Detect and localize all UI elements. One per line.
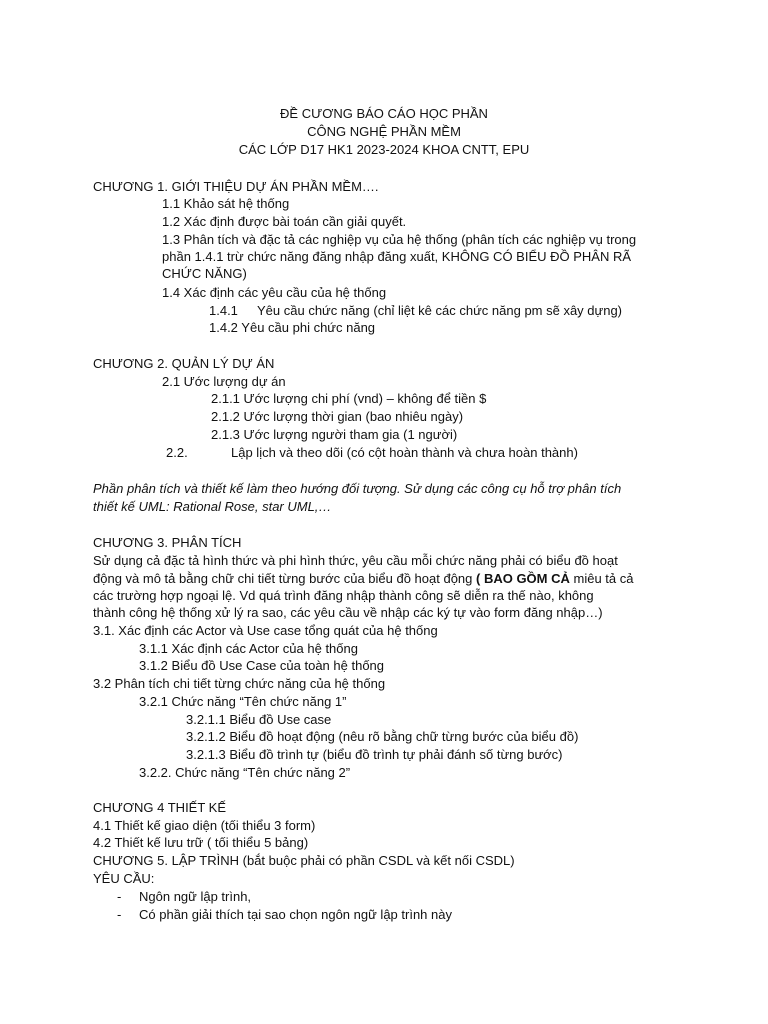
doc-title-line-3: CÁC LỚP D17 HK1 2023-2024 KHOA CNTT, EPU [238,142,530,157]
section-1-2: 1.2 Xác định được bài toán cần giải quyết. [162,214,407,229]
section-1-3-line-1: 1.3 Phân tích và đặc tả các nghiệp vụ của hệ thống (phân tích các nghiệp vụ trong [162,232,637,247]
section-1-3-line-2: phần 1.4.1 trừ chức năng đăng nhập đăng xuất, KHÔNG CÓ BIỂU ĐỒ PHÂN RÃ [162,249,632,264]
section-1-4-1-text: Yêu cầu chức năng (chỉ liệt kê các chức năng pm sẽ xây dựng) [257,303,623,318]
section-4-1: 4.1 Thiết kế giao diện (tối thiểu 3 form) [93,818,316,833]
doc-title-line-2: CÔNG NGHỆ PHẦN MỀM [307,124,461,139]
chapter-4-heading: CHƯƠNG 4 THIẾT KẾ [93,800,227,815]
method-note-line-1: Phần phân tích và thiết kế làm theo hướng đối tượng. Sử dụng các công cụ hỗ trợ phân tích [93,481,622,496]
section-3-2-2: 3.2.2. Chức năng “Tên chức năng 2” [139,765,351,780]
chapter-3-para-line-1: Sử dụng cả đặc tả hình thức và phi hình thức, yêu cầu mỗi chức năng phải có biểu đồ hoạt [93,553,618,568]
section-3-1: 3.1. Xác định các Actor và Use case tổng quát của hệ thống [93,623,438,638]
section-3-2-1-2: 3.2.1.2 Biểu đồ hoạt động (nêu rõ bằng chữ từng bước của biểu đồ) [186,729,579,744]
chapter-5-heading: CHƯƠNG 5. LẬP TRÌNH (bắt buộc phải có phần CSDL và kết nối CSDL) [93,853,515,868]
section-3-1-1: 3.1.1 Xác định các Actor của hệ thống [139,641,358,656]
para-bold-text: ( BAO GỒM CẢ [476,571,570,586]
chapter-3-para-line-4: thành công hệ thống xử lý ra sao, các yêu cầu về nhập các ký tự vào form đăng nhập…) [93,605,603,620]
section-2-1-3: 2.1.3 Ước lượng người tham gia (1 người) [211,427,458,442]
section-1-3-line-3: CHỨC NĂNG) [162,266,247,281]
section-3-2-1: 3.2.1 Chức năng “Tên chức năng 1” [139,694,347,709]
requirements-label: YÊU CẦU: [93,871,155,886]
chapter-3-heading: CHƯƠNG 3. PHÂN TÍCH [93,535,242,550]
chapter-3-para-line-3: các trường hợp ngoại lệ. Vd quá trình đăng nhập thành công sẽ diễn ra thế nào, không [93,588,594,603]
section-4-2: 4.2 Thiết kế lưu trữ ( tối thiểu 5 bảng) [93,835,309,850]
requirement-item-1: Ngôn ngữ lập trình, [139,889,252,904]
requirement-item-2: Có phần giải thích tại sao chọn ngôn ngữ lập trình này [139,907,452,922]
doc-title-line-1: ĐỀ CƯƠNG BÁO CÁO HỌC PHẦN [280,106,488,121]
section-3-2: 3.2 Phân tích chi tiết từng chức năng của hệ thống [93,676,386,691]
chapter-1-heading: CHƯƠNG 1. GIỚI THIỆU DỰ ÁN PHẦN MỀM…. [93,179,379,194]
para-text: động và mô tả bằng chữ chi tiết từng bước của biểu đồ hoạt động [93,571,476,586]
section-3-1-2: 3.1.2 Biểu đồ Use Case của toàn hệ thống [139,658,385,673]
section-1-1: 1.1 Khảo sát hệ thống [162,196,290,211]
section-3-2-1-1: 3.2.1.1 Biểu đồ Use case [186,712,332,727]
chapter-2-heading: CHƯƠNG 2. QUẢN LÝ DỰ ÁN [93,356,275,371]
section-2-2-number: 2.2. [166,445,188,460]
chapter-3-para-line-2 [93,570,633,588]
section-2-1-1: 2.1.1 Ước lượng chi phí (vnd) – không để tiền $ [211,391,487,406]
section-2-1-2: 2.1.2 Ước lượng thời gian (bao nhiêu ngày) [211,409,464,424]
bullet-dash-1: - [117,889,122,904]
section-2-1: 2.1 Ước lượng dự án [162,374,286,389]
para-text-tail: miêu tả cả [569,571,634,586]
bullet-dash-2: - [117,907,122,922]
section-2-2-text: Lập lịch và theo dõi (có cột hoàn thành và chưa hoàn thành) [231,445,578,460]
section-1-4-2: 1.4.2 Yêu cầu phi chức năng [209,320,376,335]
method-note-line-2: thiết kế UML: Rational Rose, star UML,… [93,499,332,514]
section-1-4-1-number: 1.4.1 [209,303,238,318]
section-1-4: 1.4 Xác định các yêu cầu của hệ thống [162,285,387,300]
section-3-2-1-3: 3.2.1.3 Biểu đồ trình tự (biểu đồ trình tự phải đánh số từng bước) [186,747,563,762]
